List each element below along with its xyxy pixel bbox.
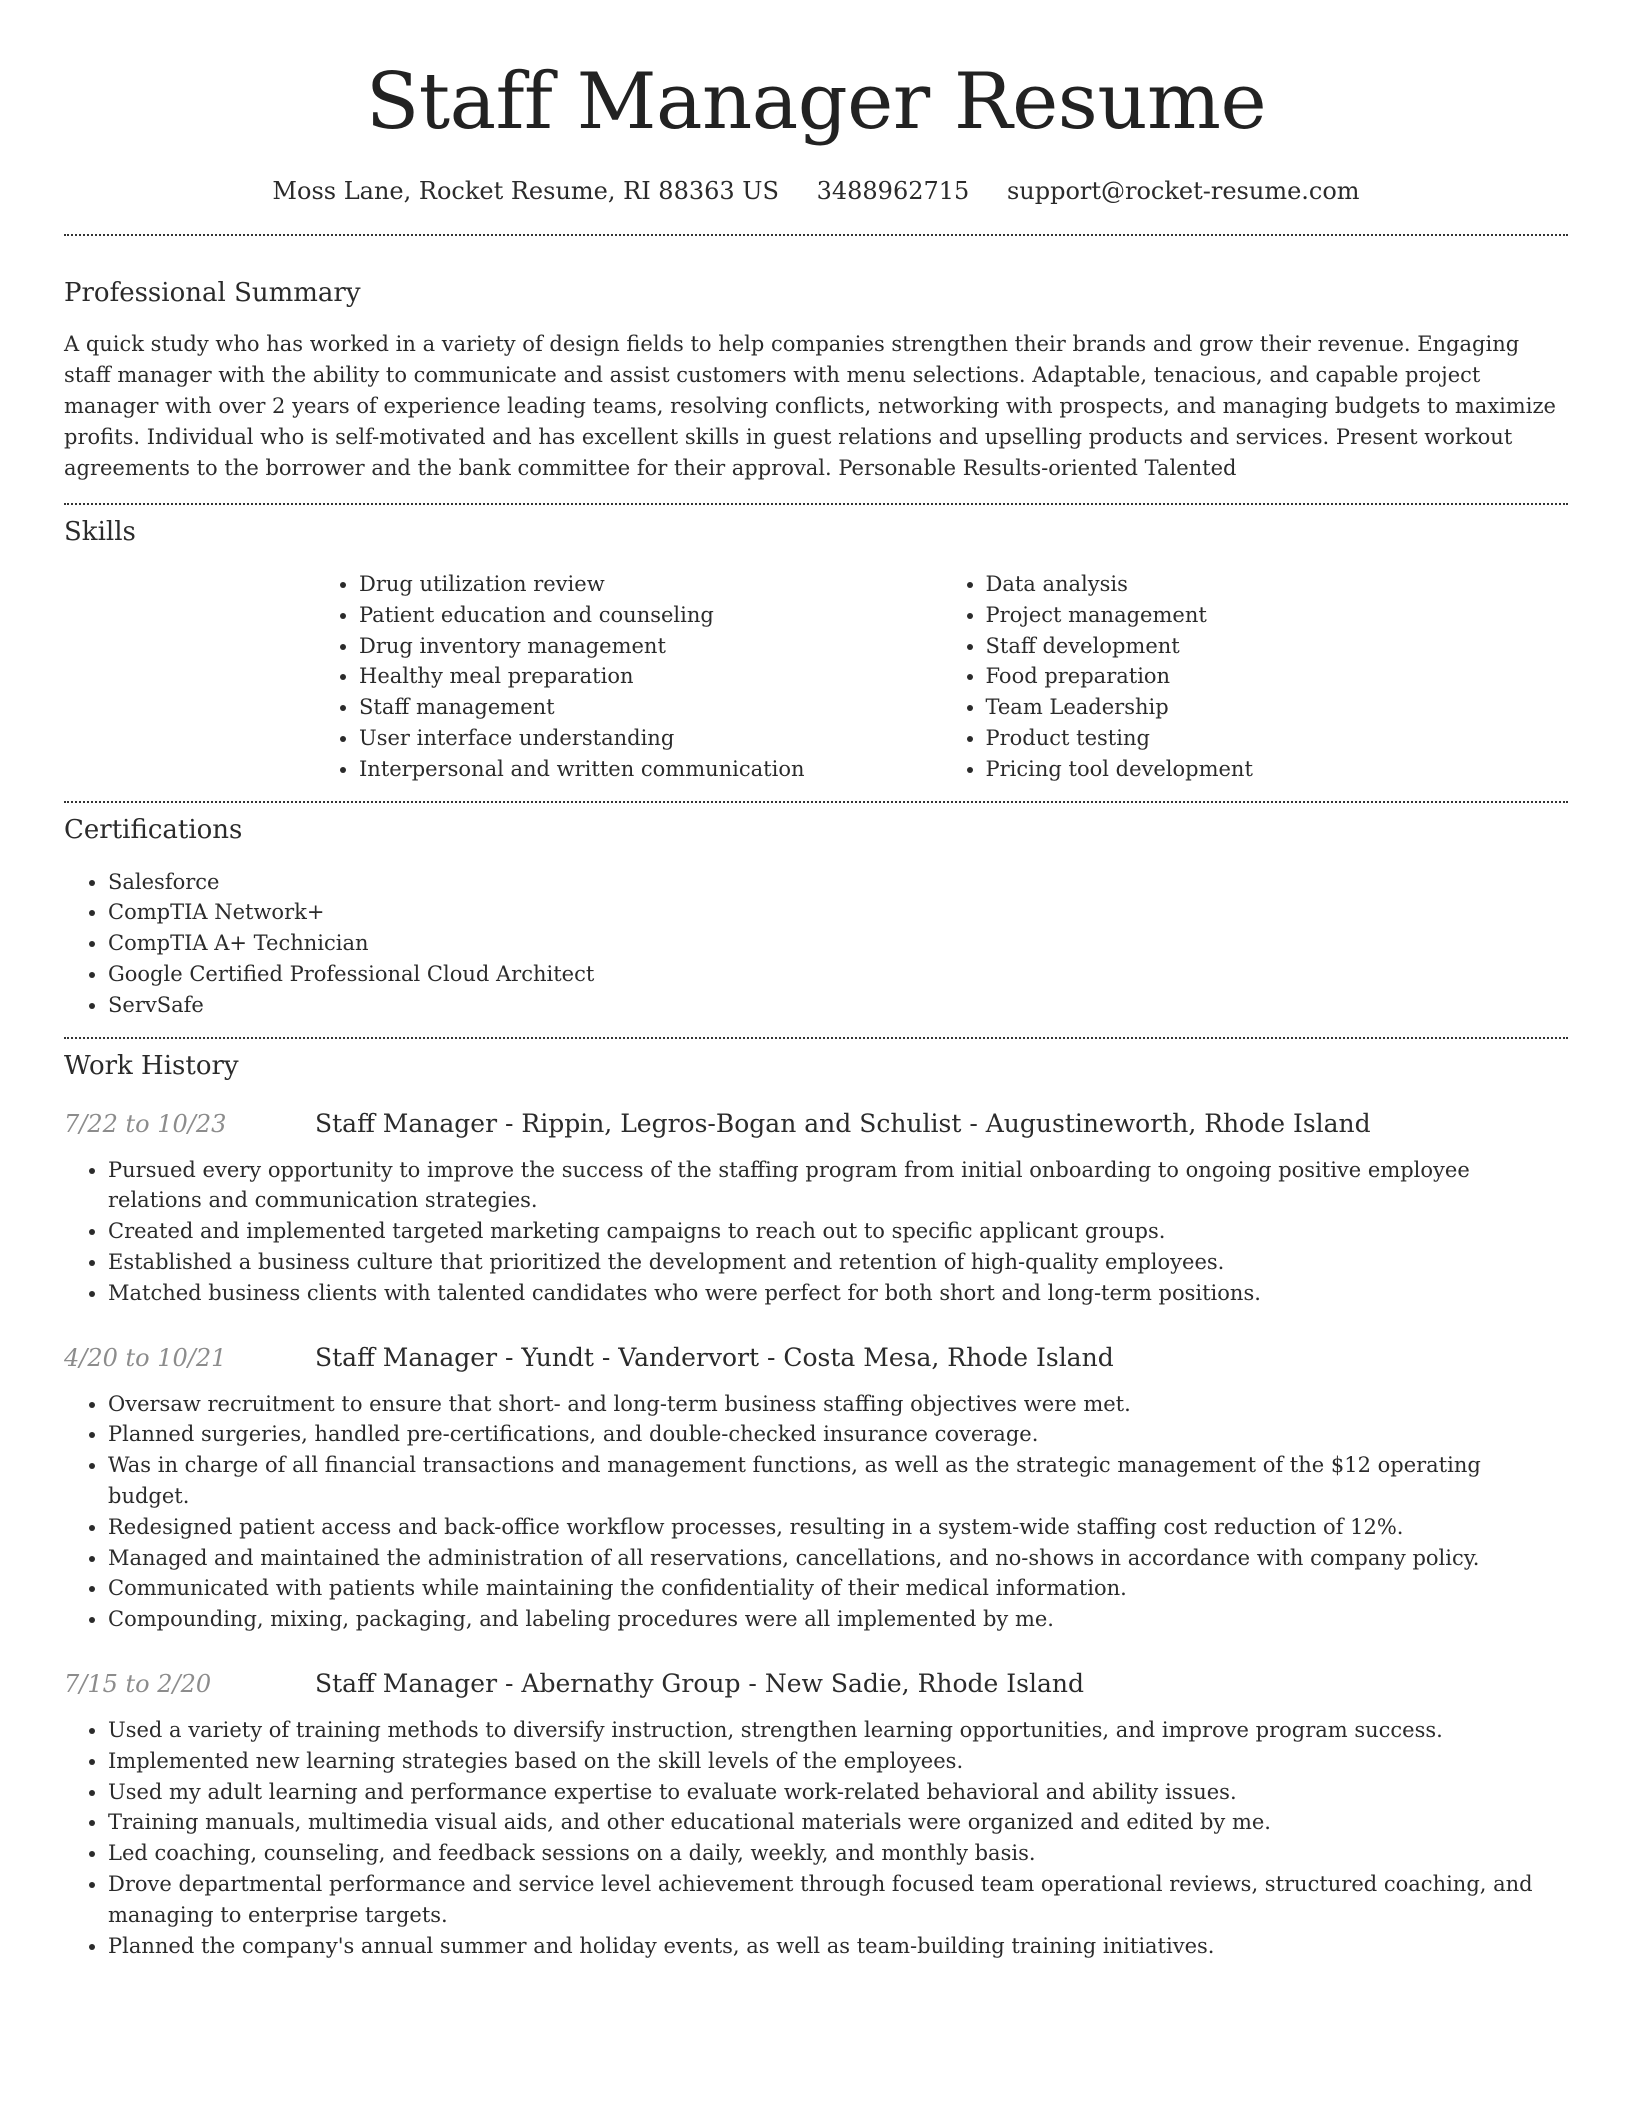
list-item: • Pursued every opportunity to improve the success of the staffing program from initial onboarding to ongoing positive employee relations and communication strategies. [108, 1155, 1568, 1217]
list-item: • Team Leadership [986, 692, 1569, 723]
list-item: • Oversaw recruitment to ensure that short- and long-term business staffing objectives were met. [108, 1389, 1568, 1420]
list-item: • Established a business culture that prioritized the development and retention of high-quality employees. [108, 1247, 1568, 1278]
job-dates: 7/22 to 10/23 [64, 1109, 227, 1138]
list-item: • Patient education and counseling [359, 600, 942, 631]
job-entry [64, 1341, 1568, 1635]
list-item: • Healthy meal preparation [359, 661, 942, 692]
job-header [64, 1107, 1568, 1141]
list-item: • Pricing tool development [986, 754, 1569, 785]
skills-list-right [942, 569, 1569, 785]
list-item: • Led coaching, counseling, and feedback sessions on a daily, weekly, and monthly basis. [108, 1838, 1568, 1869]
list-item: • Redesigned patient access and back-office workflow processes, resulting in a system-wide staffing cost reduction of 12%. [108, 1512, 1568, 1543]
list-item: • Compounding, mixing, packaging, and labeling procedures were all implemented by me. [108, 1604, 1568, 1635]
work-section [64, 1049, 1568, 1962]
divider [64, 503, 1568, 505]
skills-section [64, 515, 1568, 785]
list-item: • Staff development [986, 631, 1569, 662]
certifications-list [64, 867, 1568, 1021]
list-item: • Staff management [359, 692, 942, 723]
summary-heading: Professional Summary [64, 278, 361, 308]
job-title: Staff Manager - Rippin, Legros-Bogan and Schulist - Augustineworth, Rhode Island [315, 1108, 1371, 1138]
list-item: • Food preparation [986, 661, 1569, 692]
list-item: • Data analysis [986, 569, 1569, 600]
list-item: • Implemented new learning strategies based on the skill levels of the employees. [108, 1746, 1568, 1777]
list-item: • Used my adult learning and performance expertise to evaluate work-related behavioral and ability issues. [108, 1777, 1568, 1808]
list-item: • Product testing [986, 723, 1569, 754]
list-item: • ServSafe [108, 990, 1568, 1021]
page-title: Staff Manager Resume [365, 57, 1267, 147]
list-item: • Drug utilization review [359, 569, 942, 600]
job-header [64, 1341, 1568, 1375]
skills-heading: Skills [64, 517, 136, 547]
list-item: • CompTIA Network+ [108, 897, 1568, 928]
list-item: • Salesforce [108, 867, 1568, 898]
contact-email: support@rocket-resume.com [1006, 177, 1360, 205]
list-item: • Drove departmental performance and service level achievement through focused team operational reviews, structured coaching, and managing to enterprise targets. [108, 1869, 1568, 1931]
list-item: • Communicated with patients while maintaining the confidentiality of their medical information. [108, 1573, 1568, 1604]
contact-phone: 3488962715 [816, 177, 970, 205]
summary-text: A quick study who has worked in a variety of design fields to help companies strengthen their brands and grow their revenue. Engaging staff manager with the ability to communicate and assist customers with menu selections. Adaptable, tenacious, and capable project manager with over 2 years of experience leading teams, resolving conflicts, networking with prospects, and managing budgets to maximize profits. Individual who is self-motivated and has excellent skills in guest relations and upselling products and services. Present workout agreements to the borrower and the bank committee for their approval. Personable Results-oriented Talented [64, 332, 1556, 480]
contact-address: Moss Lane, Rocket Resume, RI 88363 US [272, 177, 779, 205]
list-item: • Project management [986, 600, 1569, 631]
list-item: • Planned the company's annual summer and holiday events, as well as team-building training initiatives. [108, 1931, 1568, 1962]
certifications-section [64, 813, 1568, 1021]
list-item: • Used a variety of training methods to diversify instruction, strengthen learning opportunities, and improve program success. [108, 1715, 1568, 1746]
summary-section [64, 276, 1568, 484]
list-item: • Interpersonal and written communication [359, 754, 942, 785]
job-bullets [64, 1155, 1568, 1309]
skills-list-left [315, 569, 942, 785]
skills-grid [315, 569, 1568, 785]
list-item: • Google Certified Professional Cloud Architect [108, 959, 1568, 990]
work-heading: Work History [64, 1050, 239, 1081]
list-item: • CompTIA A+ Technician [108, 928, 1568, 959]
job-title: Staff Manager - Yundt - Vandervort - Costa Mesa, Rhode Island [315, 1342, 1114, 1372]
job-entry [64, 1107, 1568, 1309]
job-title: Staff Manager - Abernathy Group - New Sadie, Rhode Island [315, 1668, 1084, 1698]
list-item: • Drug inventory management [359, 631, 942, 662]
list-item: • Training manuals, multimedia visual aids, and other educational materials were organized and edited by me. [108, 1807, 1568, 1838]
job-header [64, 1667, 1568, 1701]
divider [64, 1037, 1568, 1039]
job-dates: 4/20 to 10/21 [64, 1343, 227, 1372]
divider [64, 801, 1568, 803]
list-item: • Matched business clients with talented candidates who were perfect for both short and long-term positions. [108, 1278, 1568, 1309]
contact-line [64, 174, 1568, 208]
divider [64, 234, 1568, 236]
list-item: • Created and implemented targeted marketing campaigns to reach out to specific applicant groups. [108, 1216, 1568, 1247]
list-item: • User interface understanding [359, 723, 942, 754]
job-bullets [64, 1389, 1568, 1635]
list-item: • Managed and maintained the administration of all reservations, cancellations, and no-shows in accordance with company policy. [108, 1543, 1568, 1574]
list-item: • Was in charge of all financial transactions and management functions, as well as the strategic management of the $12 operating budget. [108, 1450, 1568, 1512]
certifications-heading: Certifications [64, 814, 243, 845]
list-item: • Planned surgeries, handled pre-certifications, and double-checked insurance coverage. [108, 1419, 1568, 1450]
job-entry [64, 1667, 1568, 1961]
job-dates: 7/15 to 2/20 [64, 1669, 212, 1698]
job-bullets [64, 1715, 1568, 1961]
